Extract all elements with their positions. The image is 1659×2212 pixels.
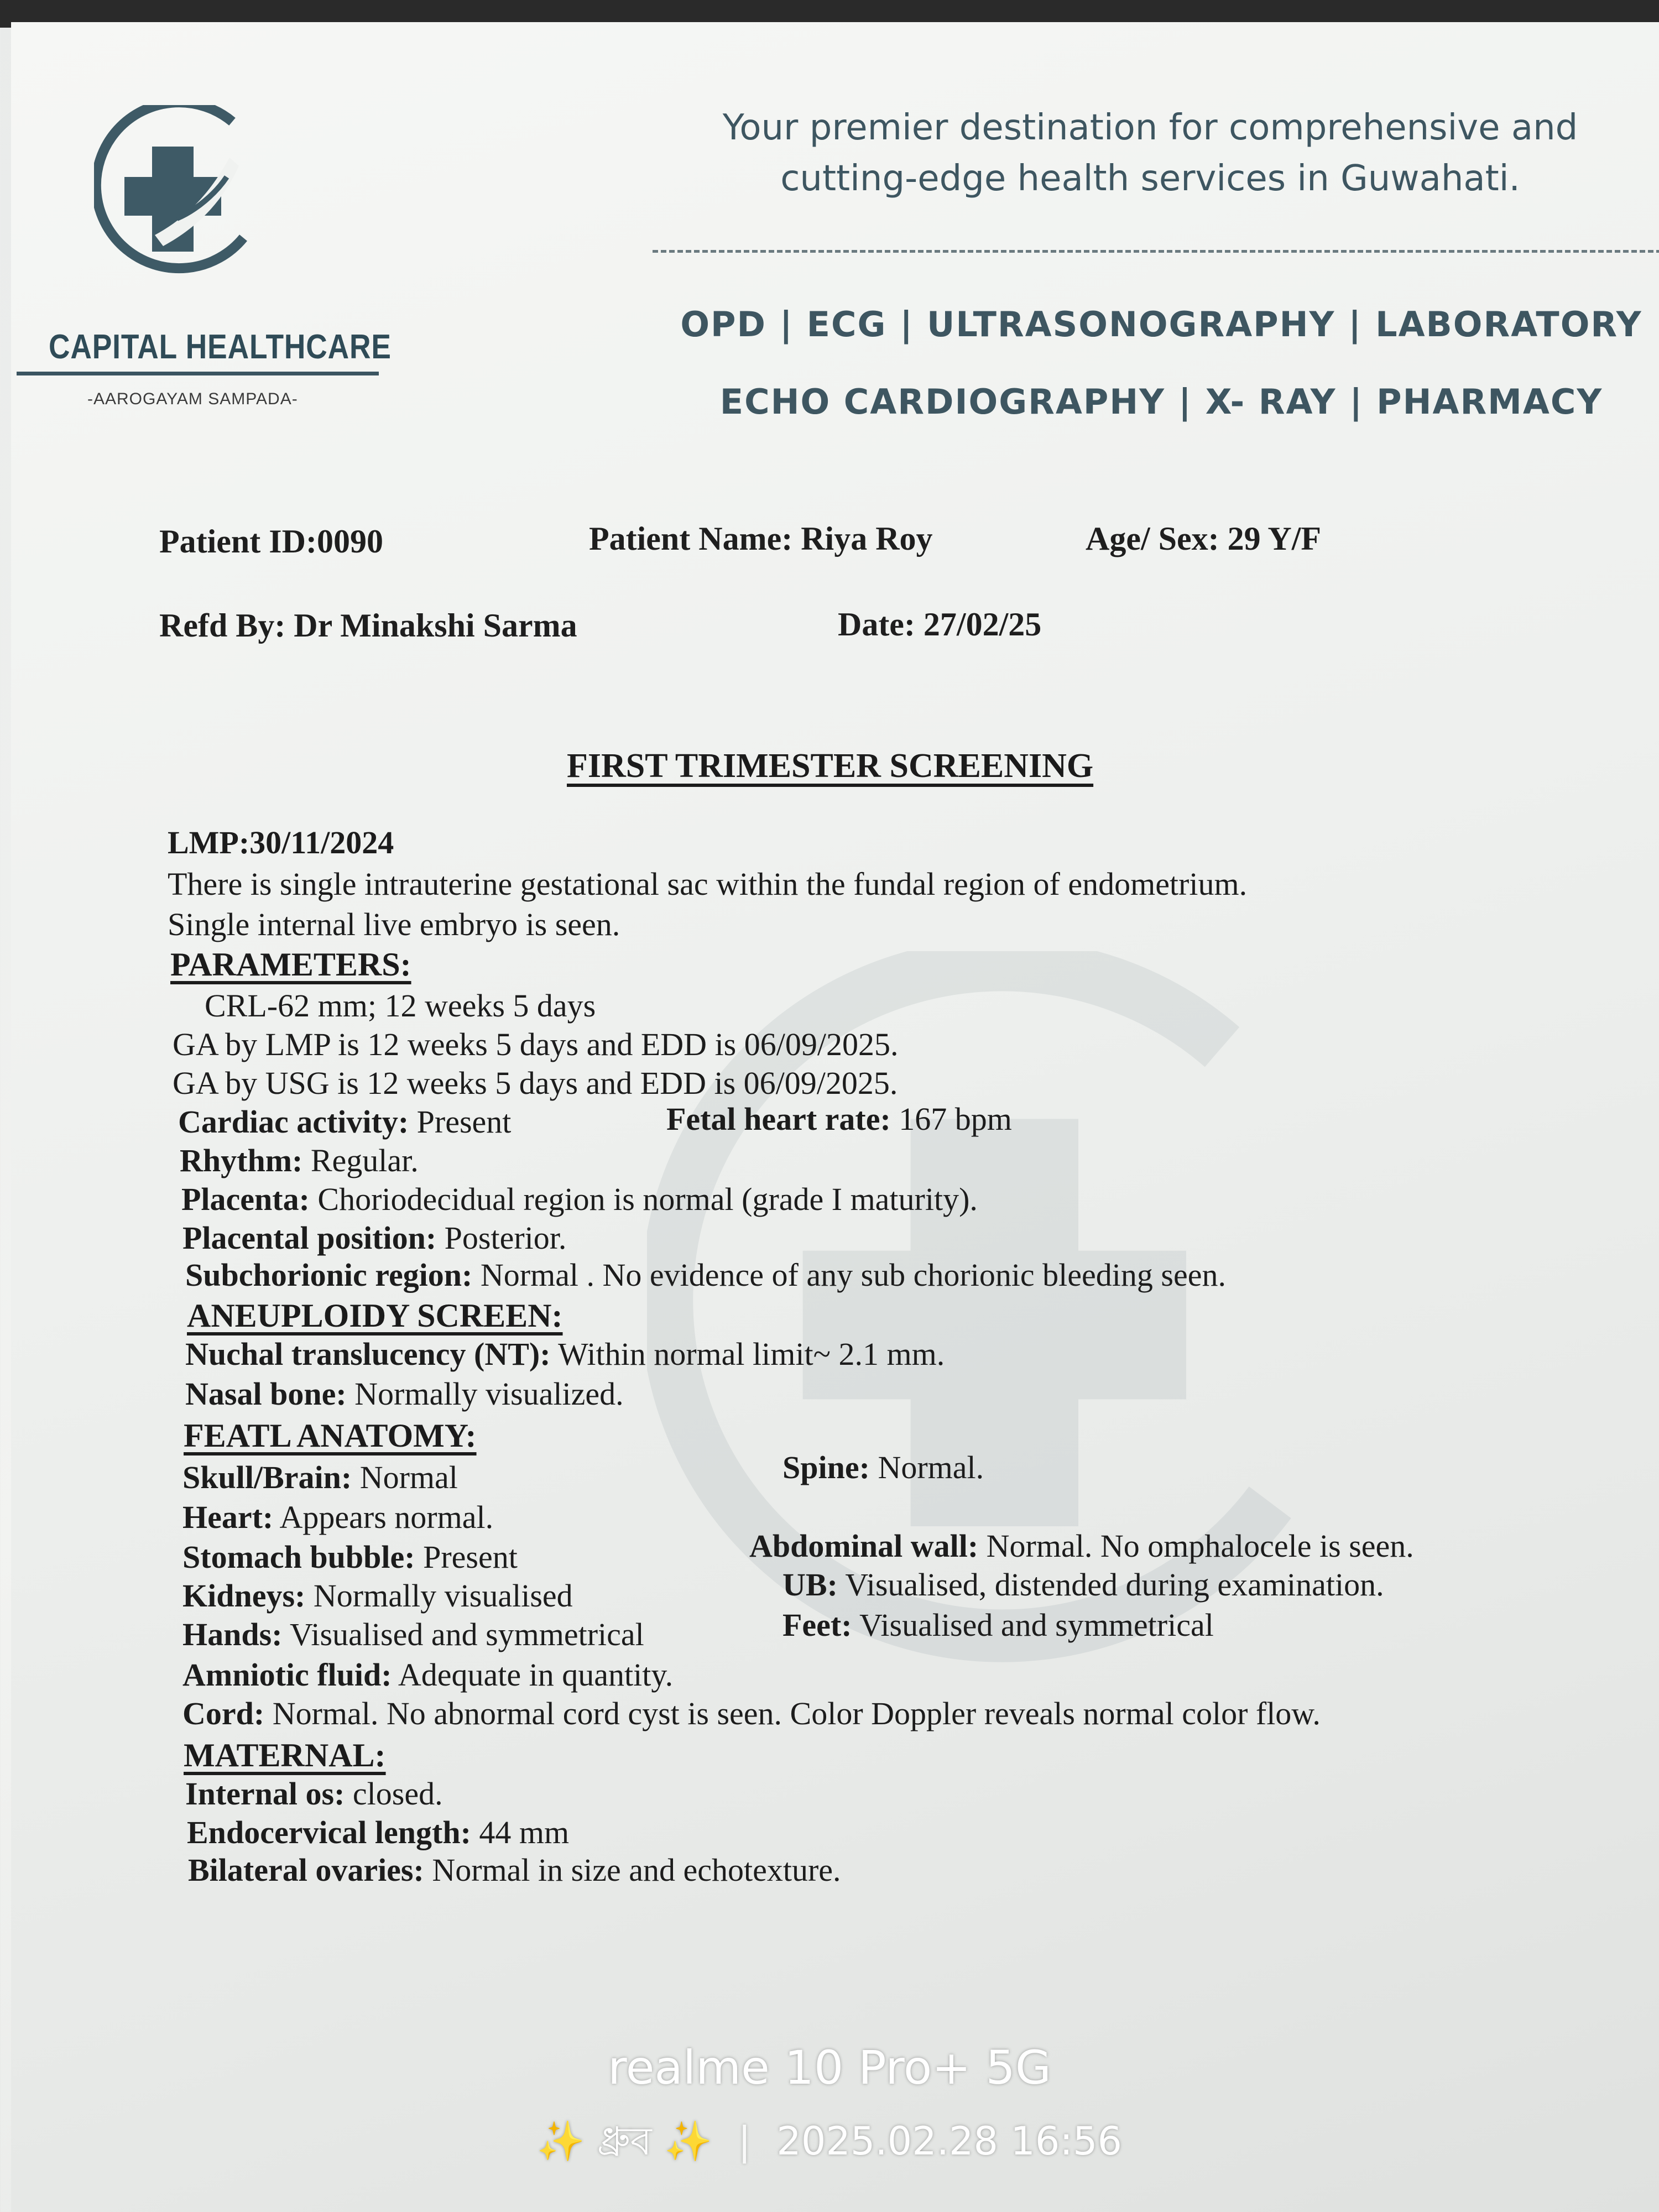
camera-separator-icon: | [738,2119,752,2164]
nt-label: Nuchal translucency (NT): [185,1336,551,1372]
patient-id: Patient ID:0090 [159,523,383,560]
feet-value: Visualised and symmetrical [852,1607,1214,1643]
intro-line-1: There is single intrauterine gestational sac within the fundal region of endometrium. [168,866,1248,902]
amniotic-fluid [182,1656,673,1693]
nasal-bone [185,1375,624,1412]
endocervical-length-value: 44 mm [471,1814,570,1850]
logo-subtitle: -AAROGAYAM SAMPADA- [87,390,298,408]
fhr-value: 167 bpm [890,1101,1012,1137]
heart-label: Heart: [182,1499,274,1535]
placenta-value: Choriodecidual region is normal (grade I maturity). [309,1181,978,1217]
report-date: Date: 27/02/25 [838,606,1042,643]
internal-os [185,1775,443,1812]
hands [182,1616,644,1653]
bilateral-ovaries [188,1851,841,1888]
rhythm-value: Regular. [302,1142,419,1178]
bilateral-ovaries-value: Normal in size and echotexture. [424,1852,841,1888]
urinary-bladder [782,1566,1384,1603]
service-pharmacy: PHARMACY [1376,382,1603,422]
nt-value: Within normal limit~ 2.1 mm. [550,1336,945,1372]
cord-value: Normal. No abnormal cord cyst is seen. Color Doppler reveals normal color flow. [264,1695,1321,1731]
logo-name: CAPITAL HEALTHCARE [49,328,392,366]
intro-line-2: Single internal live embryo is seen. [168,906,620,942]
parameters-heading: PARAMETERS: [170,946,411,983]
crl-line: CRL-62 mm; 12 weeks 5 days [205,988,596,1024]
stomach-bubble-value: Present [415,1539,518,1575]
kidneys-label: Kidneys: [182,1578,306,1614]
logo-divider [17,372,379,375]
feet [782,1606,1214,1644]
camera-datetime: 2025.02.28 16:56 [776,2119,1123,2164]
hands-value: Visualised and symmetrical [282,1616,644,1652]
ga-lmp-line: GA by LMP is 12 weeks 5 days and EDD is 06/09/2025. [173,1026,899,1062]
tagline-line-1: Your premier destination for comprehensive and [722,107,1578,148]
service-x-ray: X- RAY [1205,382,1337,422]
ga-usg-line: GA by USG is 12 weeks 5 days and EDD is 06/09/2025. [173,1065,898,1101]
referred-by: Refd By: Dr Minakshi Sarma [159,607,577,644]
lmp-line [168,824,394,861]
subchorionic-region [185,1256,1226,1293]
amniotic-fluid-value: Adequate in quantity. [392,1657,674,1693]
cardiac-label: Cardiac activity: [178,1104,409,1140]
report-sheet [11,22,1659,2212]
hands-label: Hands: [182,1616,283,1652]
service-ultrasonography: ULTRASONOGRAPHY [927,304,1335,345]
camera-tag: ✨ ধ্রুব ✨ [536,2119,713,2164]
stomach-bubble-label: Stomach bubble: [182,1539,415,1575]
nasal-bone-value: Normally visualized. [346,1376,624,1412]
spine [782,1449,984,1486]
service-separator: | [779,304,794,345]
placenta [181,1181,978,1218]
spine-label: Spine: [782,1449,870,1485]
patient-age-sex: Age/ Sex: 29 Y/F [1086,520,1322,557]
placental-position [182,1219,566,1256]
nasal-bone-label: Nasal bone: [185,1376,347,1412]
abdominal-wall-value: Normal. No omphalocele is seen. [978,1528,1414,1564]
kidneys-value: Normally visualised [305,1578,573,1614]
lmp: LMP:30/11/2024 [168,825,394,860]
service-separator: | [1178,382,1192,422]
spine-value: Normal. [869,1449,984,1485]
subchorionic-value: Normal . No evidence of any sub chorionic bleeding seen. [472,1257,1226,1293]
amniotic-fluid-label: Amniotic fluid: [182,1657,392,1693]
placental-position-label: Placental position: [182,1220,437,1256]
cord-label: Cord: [182,1695,265,1731]
services-row-2 [653,382,1659,422]
placental-position-value: Posterior. [436,1220,567,1256]
tagline-line-2: cutting-edge health services in Guwahati. [780,158,1520,199]
heart-value: Appears normal. [273,1499,494,1535]
patient-name: Patient Name: Riya Roy [589,520,933,557]
report-title: FIRST TRIMESTER SCREENING [567,747,1094,785]
camera-device-stamp: realme 10 Pro+ 5G [608,2041,1051,2095]
maternal-heading: MATERNAL: [184,1737,386,1773]
feet-label: Feet: [782,1607,852,1643]
internal-os-value: closed. [345,1776,443,1812]
bilateral-ovaries-label: Bilateral ovaries: [188,1852,424,1888]
cord [182,1695,1321,1732]
internal-os-label: Internal os: [185,1776,345,1812]
endocervical-length-label: Endocervical length: [187,1814,471,1850]
fhr-label: Fetal heart rate: [666,1101,891,1137]
placenta-label: Placenta: [181,1181,310,1217]
rhythm [180,1142,419,1179]
rhythm-label: Rhythm: [180,1142,303,1178]
service-ecg: ECG [806,304,887,345]
service-separator: | [900,304,914,345]
kidneys [182,1577,573,1614]
subchorionic-label: Subchorionic region: [185,1257,473,1293]
header-dashed-divider [653,250,1659,253]
service-laboratory: LABORATORY [1375,304,1642,345]
stomach-bubble [182,1538,518,1575]
heart [182,1499,493,1536]
service-separator: | [1349,382,1364,422]
skull-brain [182,1459,458,1496]
service-opd: OPD [680,304,766,345]
ub-label: UB: [782,1567,838,1603]
fetal-heart-rate [666,1100,1012,1138]
skull-brain-label: Skull/Brain: [182,1459,352,1495]
skull-brain-value: Normal [352,1459,458,1495]
nuchal-translucency [185,1335,945,1373]
fetal-anatomy-heading: FEATL ANATOMY: [184,1417,477,1454]
capital-healthcare-logo-icon [94,105,260,276]
aneuploidy-heading: ANEUPLOIDY SCREEN: [187,1297,563,1334]
cardiac-value: Present [409,1104,512,1140]
services-row-1 [653,304,1659,345]
cardiac-activity [178,1103,511,1140]
abdominal-wall [749,1527,1414,1564]
camera-meta-stamp [0,2111,1659,2176]
ub-value: Visualised, distended during examination. [837,1567,1384,1603]
tagline [653,102,1648,204]
endocervical-length [187,1814,569,1851]
service-echo-cardiography: ECHO CARDIOGRAPHY [719,382,1166,422]
abdominal-wall-label: Abdominal wall: [749,1528,979,1564]
service-separator: | [1348,304,1363,345]
